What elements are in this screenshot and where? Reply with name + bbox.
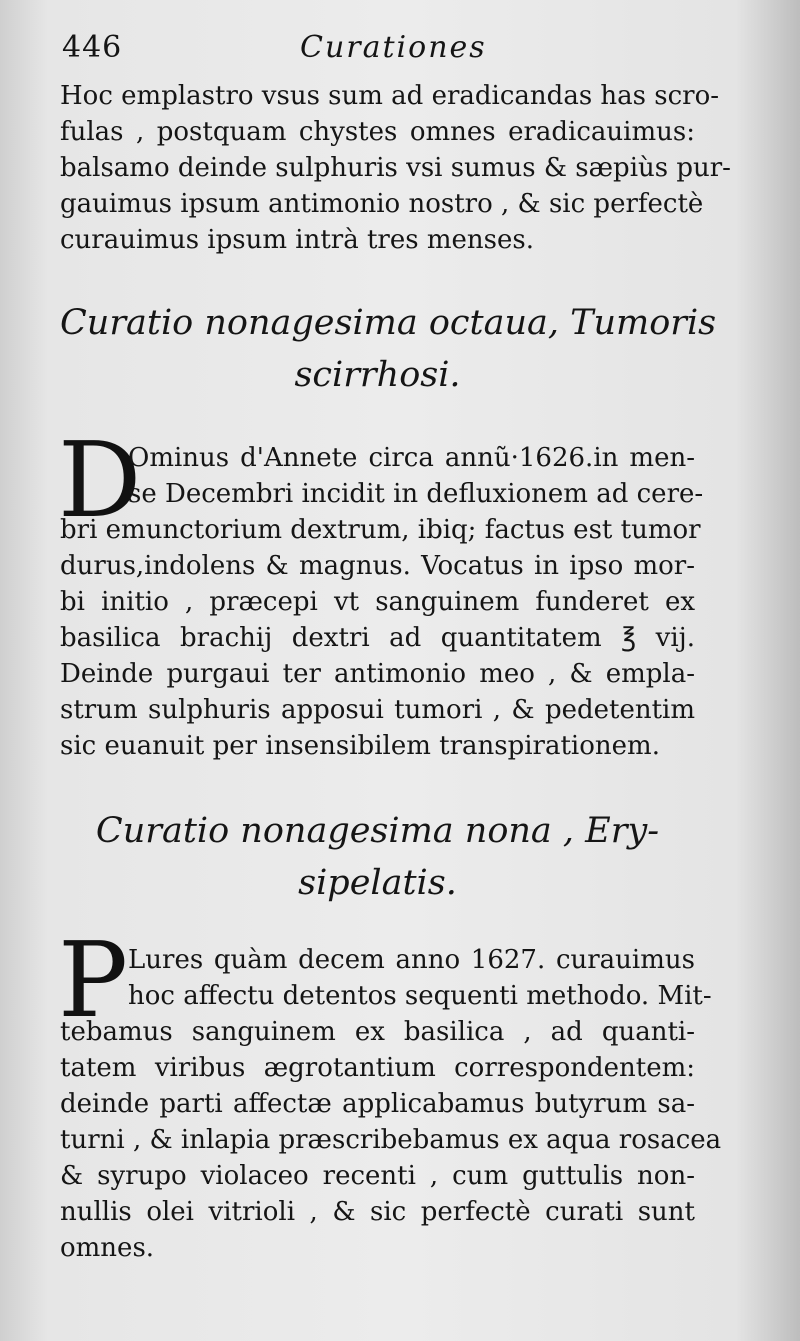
section-heading-98: Curatio nonagesima octaua, Tumoris bbox=[60, 303, 717, 343]
text-line: & syrupo violaceo recenti , cum guttulis non- bbox=[60, 1161, 695, 1191]
text-line: fulas , postquam chystes omnes eradicauimus: bbox=[60, 117, 695, 147]
text-line: se Decembri incidit in defluxionem ad cere- bbox=[128, 479, 704, 509]
text-line: durus,indolens & magnus. Vocatus in ipso mor- bbox=[60, 551, 695, 581]
text-line: turni , & inlapia præscribebamus ex aqua rosacea bbox=[60, 1125, 722, 1155]
page-header bbox=[62, 30, 690, 74]
text-line: bi initio , præcepi vt sanguinem funderet ex bbox=[60, 587, 695, 617]
text-line: basilica brachij dextri ad quantitatem ℥ vij. bbox=[60, 623, 695, 653]
section-heading-99: Curatio nonagesima nona , Ery- bbox=[95, 811, 660, 851]
text-line: Lures quàm decem anno 1627. curauimus bbox=[128, 945, 695, 975]
text-line: curauimus ipsum intrà tres menses. bbox=[60, 225, 534, 255]
text-line: balsamo deinde sulphuris vsi sumus & sæpiùs pur- bbox=[60, 153, 731, 183]
text-line: omnes. bbox=[60, 1233, 155, 1263]
text-line: Hoc emplastro vsus sum ad eradicandas has scro- bbox=[60, 81, 720, 111]
text-line: tebamus sanguinem ex basilica , ad quanti- bbox=[60, 1017, 695, 1047]
section-heading-99-continued: sipelatis. bbox=[298, 863, 457, 903]
text-line: hoc affectu detentos sequenti methodo. Mit- bbox=[128, 981, 712, 1011]
page-number: 446 bbox=[62, 30, 123, 65]
running-title: Curationes bbox=[300, 30, 487, 65]
text-line: gauimus ipsum antimonio nostro , & sic perfectè bbox=[60, 189, 704, 219]
drop-cap: D bbox=[58, 419, 142, 541]
text-line: strum sulphuris apposui tumori , & pedetentim bbox=[60, 695, 695, 725]
text-line: sic euanuit per insensibilem transpirationem. bbox=[60, 731, 660, 761]
text-line: nullis olei vitrioli , & sic perfectè curati sunt bbox=[60, 1197, 695, 1227]
drop-cap: P bbox=[58, 919, 128, 1041]
text-line: Ominus d'Annete circa annũ·1626.in men- bbox=[128, 443, 695, 473]
text-line: Deinde purgaui ter antimonio meo , & empla- bbox=[60, 659, 695, 689]
section-heading-98-continued: scirrhosi. bbox=[294, 355, 461, 395]
text-line: tatem viribus ægrotantium correspondentem: bbox=[60, 1053, 695, 1083]
text-line: deinde parti affectæ applicabamus butyrum sa- bbox=[60, 1089, 695, 1119]
text-line: bri emunctorium dextrum, ibiq; factus est tumor bbox=[60, 515, 701, 545]
